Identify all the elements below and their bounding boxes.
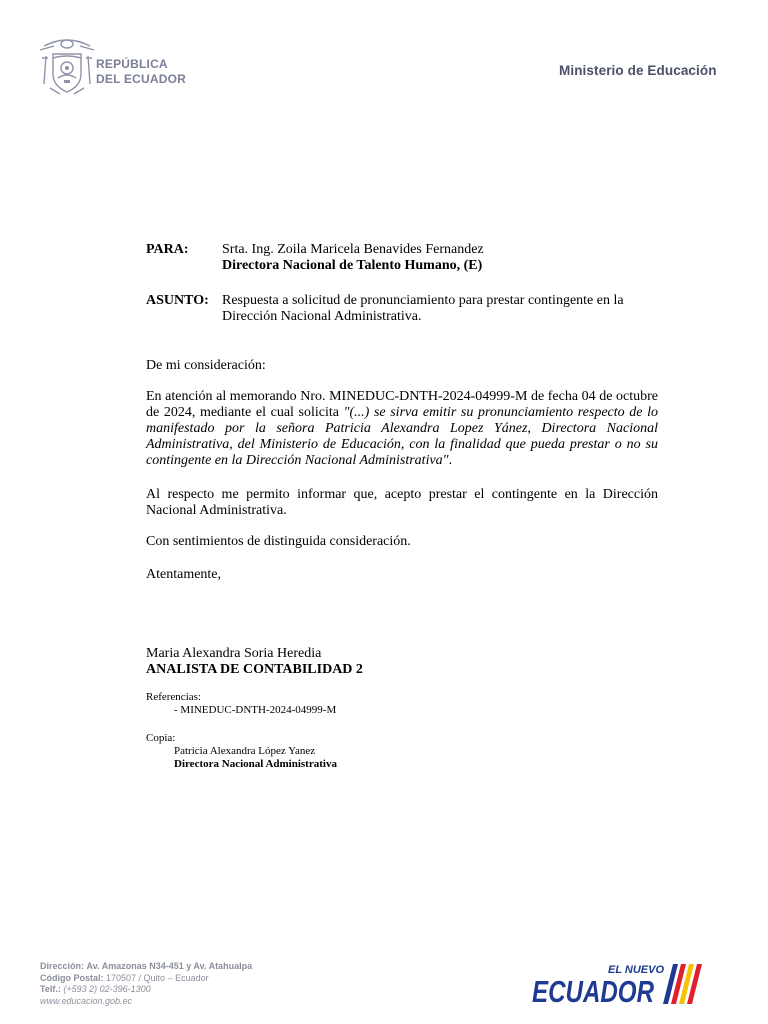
logo-small-text: EL NUEVO [608, 964, 665, 976]
body-paragraph-2: Al respecto me permito informar que, acepto prestar el contingente en la Dirección Nacional Administrativa. [146, 487, 658, 518]
ministry-name: Ministerio de Educación [559, 63, 717, 78]
copy-block [174, 745, 337, 771]
address-label: Dirección: [40, 961, 85, 971]
subject-label: ASUNTO: [146, 293, 209, 308]
country-line-1: REPÚBLICA [96, 57, 168, 71]
recipient-block [222, 242, 484, 274]
paragraph-1-quote: "(...) se sirva emitir su pronunciamiento respecto de lo manifestado por la señora Patricia Alexandra Lopez Yánez, Directora Nacional Administrativa, del Ministerio de Educación, con la finalidad que pueda prestar o no su contingente en la Dirección Nacional Administrativa" [146, 405, 659, 468]
postal-value: 170507 / Quito – Ecuador [106, 972, 209, 983]
greeting: De mi consideración: [146, 358, 266, 373]
closing-line: Con sentimientos de distinguida consideración. [146, 534, 411, 549]
logo-stripes-icon [663, 964, 702, 1004]
footer-postal-line [40, 973, 252, 985]
recipient-title: Directora Nacional de Talento Humano, (E) [222, 258, 483, 273]
logo-big-text: ECUADOR [532, 974, 655, 1008]
signature-block [146, 646, 658, 678]
country-line-2: DEL ECUADOR [96, 72, 186, 86]
signer-position: ANALISTA DE CONTABILIDAD 2 [146, 662, 363, 677]
paragraph-1-end: . [448, 453, 453, 468]
recipient-name: Srta. Ing. Zoila Maricela Benavides Fernandez [222, 242, 484, 257]
coat-of-arms-icon [36, 36, 98, 100]
website-link[interactable]: www.educacion.gob.ec [40, 995, 133, 1006]
footer-address-line [40, 961, 252, 973]
postal-label: Código Postal: [40, 972, 104, 983]
address-value: Av. Amazonas N34-451 y Av. Atahualpa [86, 961, 253, 971]
el-nuevo-ecuador-logo [532, 958, 718, 1008]
footer-phone-line [40, 984, 252, 996]
reference-item: - MINEDUC-DNTH-2024-04999-M [174, 704, 337, 716]
footer-website[interactable] [40, 996, 252, 1008]
signer-name: Maria Alexandra Soria Heredia [146, 646, 322, 661]
paragraph-1-intro: En atención al memorando Nro. MINEDUC-DNTH-2024-04999-M de fecha 04 de octubre de 2024, mediante el cual solicita [146, 389, 658, 420]
copy-position: Directora Nacional Administrativa [174, 758, 337, 770]
recipient-label: PARA: [146, 242, 189, 257]
subject-text: Respuesta a solicitud de pronunciamiento para prestar contingente en la Dirección Nacional Administrativa. [222, 293, 624, 324]
references-label: Referencias: [146, 691, 201, 703]
phone-label: Telf.: [40, 984, 61, 994]
country-name [96, 57, 186, 87]
copy-label: Copia: [146, 732, 176, 744]
footer-address [40, 961, 252, 1007]
copy-name: Patricia Alexandra López Yanez [174, 745, 316, 757]
body-paragraph-1 [146, 389, 658, 469]
phone-value: (+593 2) 02-396-1300 [63, 984, 151, 994]
sign-off: Atentamente, [146, 567, 222, 582]
